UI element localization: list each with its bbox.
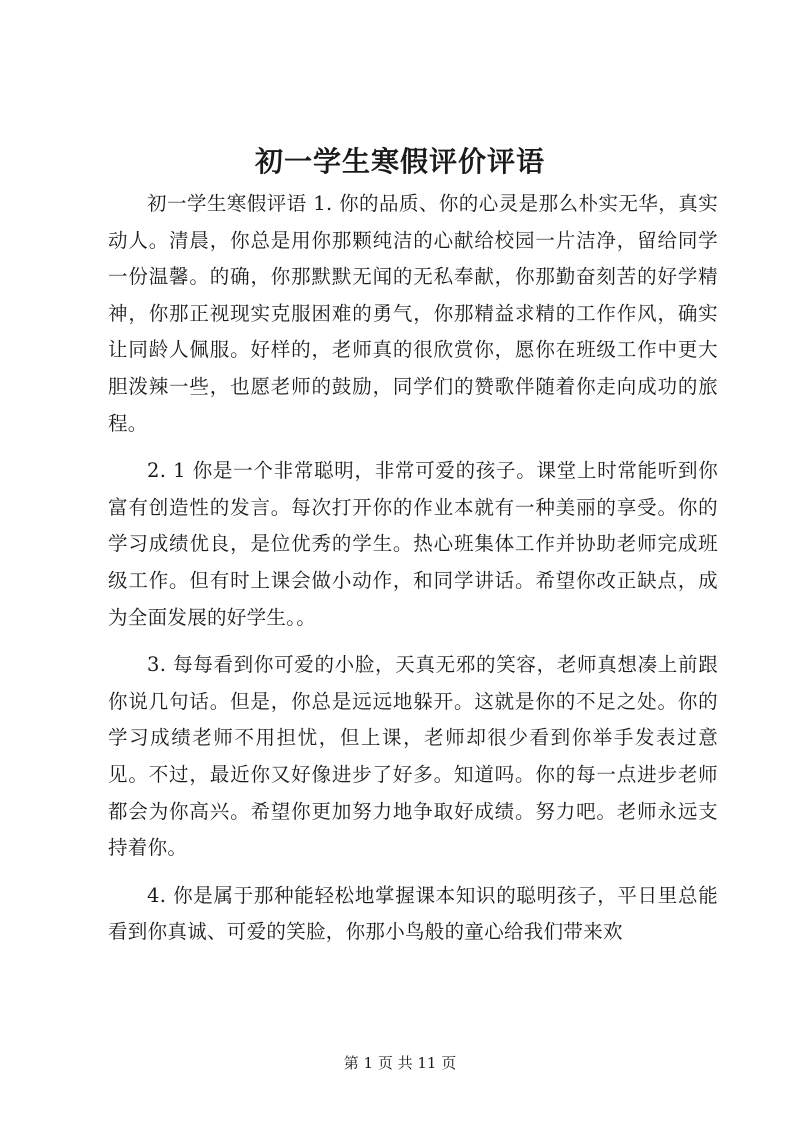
page-number-footer: 第 1 页 共 11 页 — [343, 1054, 457, 1072]
paragraph-4: 4. 你是属于那种能轻松地掌握课本知识的聪明孩子，平日里总能看到你真诚、可爱的笑脸，你那小鸟般的童心给我们带来欢 — [108, 883, 718, 944]
paragraph-2: 2. 1 你是一个非常聪明，非常可爱的孩子。课堂上时常能听到你富有创造性的发言。每次打开你的作业本就有一种美丽的享受。你的学习成绩优良，是位优秀的学生。热心班集体工作并协助老师完成班级工作。但有时上课会做小动作，和同学讲话。希望你改正缺点，成为全面发展的好学生。。 — [108, 459, 718, 629]
paragraph-3: 3. 每每看到你可爱的小脸，天真无邪的笑容，老师真想凑上前跟你说几句话。但是，你总是远远地躲开。这就是你的不足之处。你的学习成绩老师不用担忧，但上课，老师却很少看到你举手发表过意见。不过，最近你又好像进步了好多。知道吗。你的每一点进步老师都会为你高兴。希望你更加努力地争取好成绩。努力吧。老师永远支持着你。 — [108, 653, 718, 860]
document-body — [108, 186, 718, 962]
paragraph-1: 初一学生寒假评语 1. 你的品质、你的心灵是那么朴实无华，真实动人。清晨，你总是用你那颗纯洁的心献给校园一片洁净，留给同学一份温馨。的确，你那默默无闻的无私奉献，你那勤奋刻苦的好学精神，你那正视现实克服困难的勇气，你那精益求精的工作作风，确实让同龄人佩服。好样的，老师真的很欣赏你，愿你在班级工作中更大胆泼辣一些，也愿老师的鼓励，同学们的赞歌伴随着你走向成功的旅程。 — [108, 192, 718, 435]
document-title: 初一学生寒假评价评语 — [254, 145, 545, 178]
